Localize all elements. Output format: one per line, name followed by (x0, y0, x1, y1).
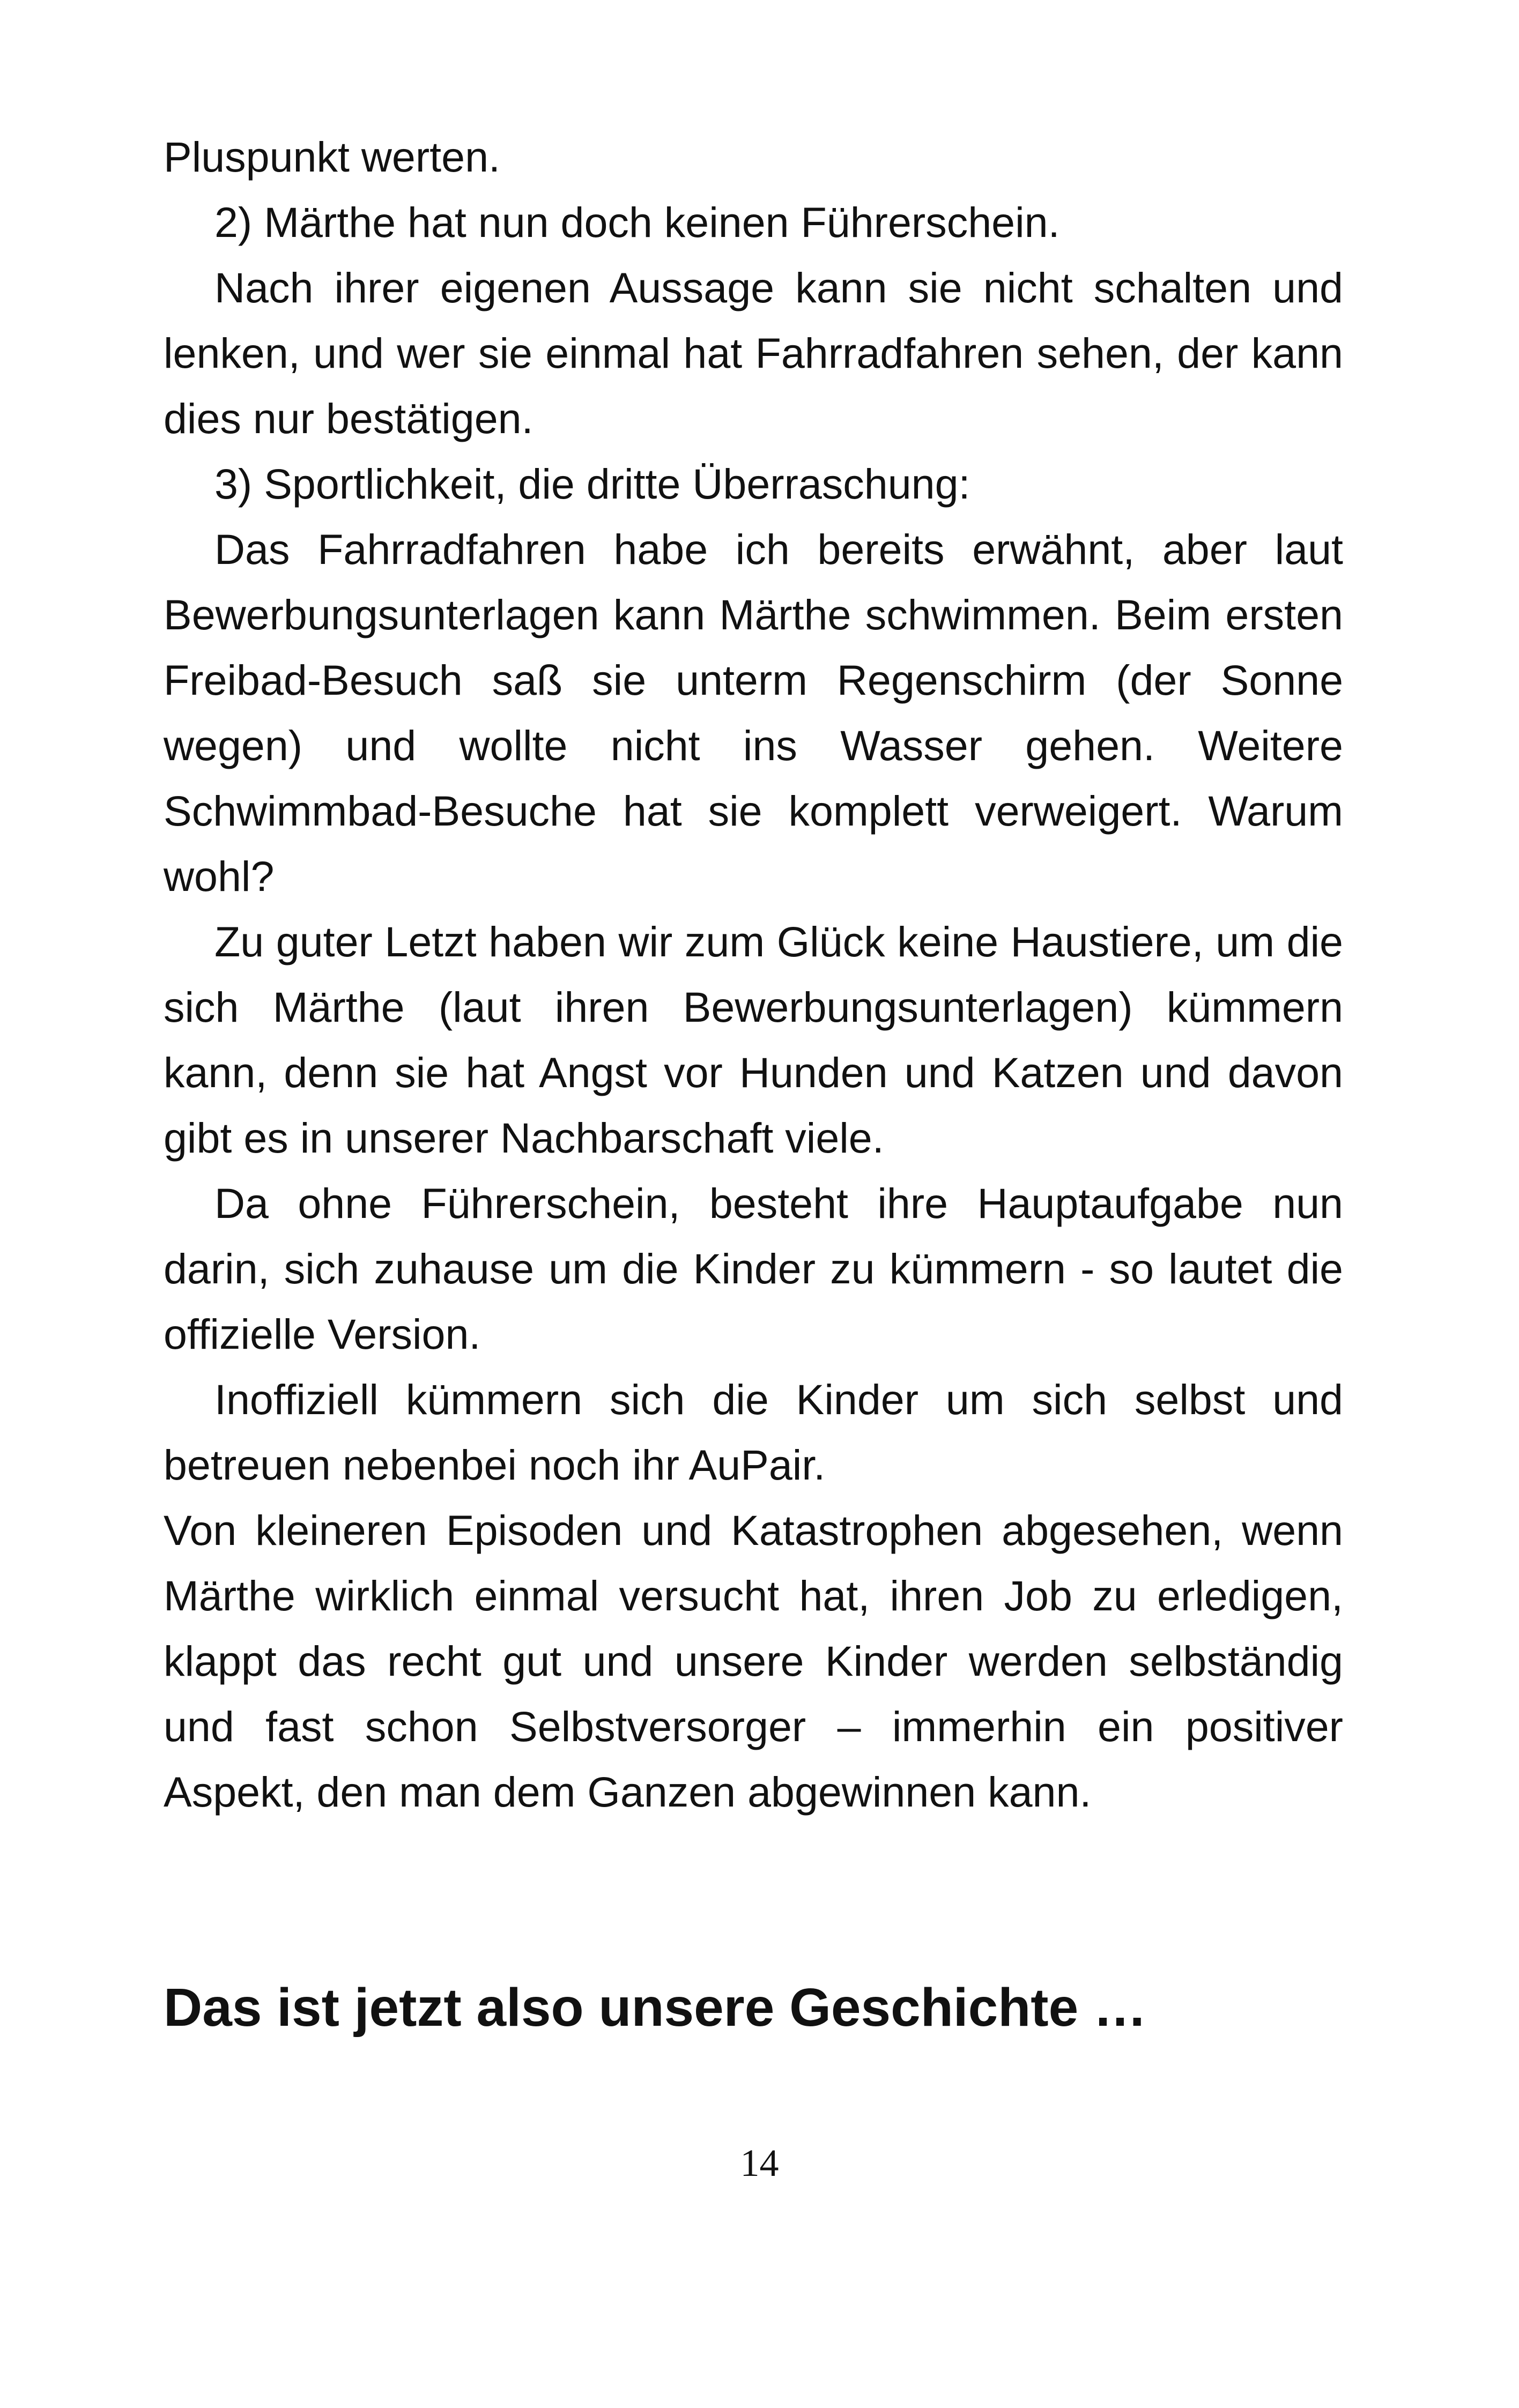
paragraph-7: Da ohne Führerschein, besteht ihre Hauptaufgabe nun darin, sich zuhause um die Kinder zu kümmern - so lautet die offizielle Version. (164, 1179, 1343, 1358)
paragraph-4: 3) Sportlichkeit, die dritte Überraschung: (214, 460, 970, 508)
paragraph-1: Pluspunkt werten. (164, 133, 500, 181)
paragraph-5: Das Fahrradfahren habe ich bereits erwähnt, aber laut Bewerbungsunterlagen kann Märthe schwimmen. Beim ersten Freibad-Besuch saß sie unterm Regenschirm (der Sonne wegen) und wollte nicht ins Wasser gehen. Weitere Schwimmbad-Besuche hat sie komplett verweigert. Warum wohl? (164, 525, 1343, 900)
paragraph-2: 2) Märthe hat nun doch keinen Führerschein. (214, 198, 1060, 246)
body-text (164, 124, 1343, 1825)
paragraph-3: Nach ihrer eigenen Aussage kann sie nicht schalten und lenken, und wer sie einmal hat Fahrradfahren sehen, der kann dies nur bestätigen. (164, 264, 1343, 442)
section-heading: Das ist jetzt also unsere Geschichte … (164, 1978, 1147, 2038)
paragraph-8: Inoffiziell kümmern sich die Kinder um sich selbst und betreuen nebenbei noch ihr AuPair. (164, 1376, 1343, 1489)
paragraph-6: Zu guter Letzt haben wir zum Glück keine Haustiere, um die sich Märthe (laut ihren Bewerbungsunterlagen) kümmern kann, denn sie hat Angst vor Hunden und Katzen und davon gibt es in unserer Nachbarschaft viele. (164, 918, 1343, 1162)
page-number: 14 (740, 2142, 779, 2184)
paragraph-9: Von kleineren Episoden und Katastrophen abgesehen, wenn Märthe wirklich einmal versucht hat, ihren Job zu erledigen, klappt das recht gut und unsere Kinder werden selbständig und fast schon Selbstversorger – immerhin ein positiver Aspekt, den man dem Ganzen abgewinnen kann. (164, 1506, 1343, 1816)
